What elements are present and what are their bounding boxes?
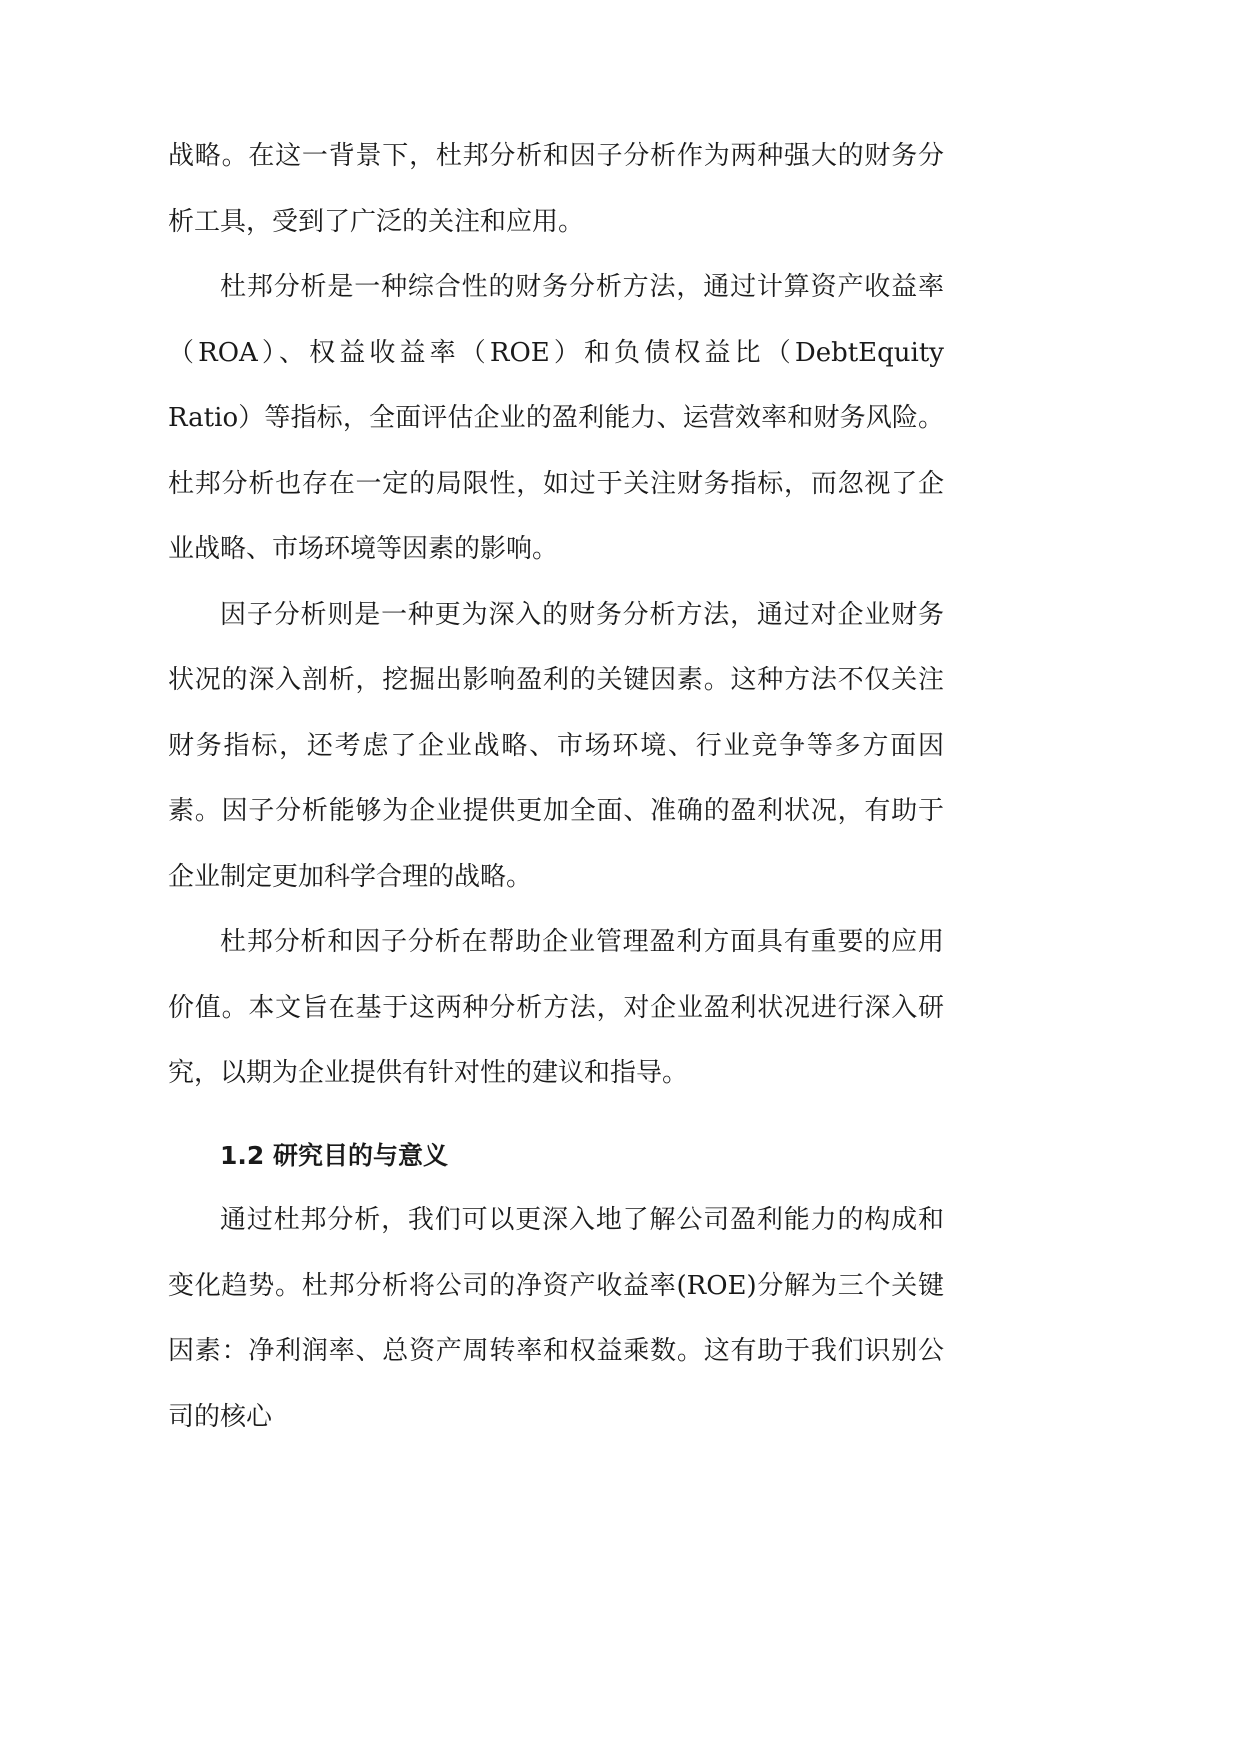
paragraph-research-purpose: 通过杜邦分析，我们可以更深入地了解公司盈利能力的构成和变化趋势。杜邦分析将公司的净资产收益率(ROE)分解为三个关键因素：净利润率、总资产周转率和权益乘数。这有助于我们识别公司的核心: [168, 1205, 944, 1432]
paragraph-continuation: 战略。在这一背景下，杜邦分析和因子分析作为两种强大的财务分析工具，受到了广泛的关注和应用。: [168, 141, 944, 237]
paragraph-factor-analysis: 因子分析则是一种更为深入的财务分析方法，通过对企业财务状况的深入剖析，挖掘出影响盈利的关键因素。这种方法不仅关注财务指标，还考虑了企业战略、市场环境、行业竞争等多方面因素。因子分析能够为企业提供更加全面、准确的盈利状况，有助于企业制定更加科学合理的战略。: [168, 599, 944, 892]
paragraph-dupont-intro: 杜邦分析是一种综合性的财务分析方法，通过计算资产收益率（ROA）、权益收益率（ROE）和负债权益比（DebtEquity Ratio）等指标，全面评估企业的盈利能力、运营效率和财务风险。杜邦分析也存在一定的局限性，如过于关注财务指标，而忽视了企业战略、市场环境等因素的影响。: [168, 272, 944, 564]
body-text-column: [168, 124, 944, 1450]
section-heading: 1.2 研究目的与意义: [220, 1140, 448, 1170]
paragraph-application-value: 杜邦分析和因子分析在帮助企业管理盈利方面具有重要的应用价值。本文旨在基于这两种分析方法，对企业盈利状况进行深入研究，以期为企业提供有针对性的建议和指导。: [168, 927, 944, 1088]
